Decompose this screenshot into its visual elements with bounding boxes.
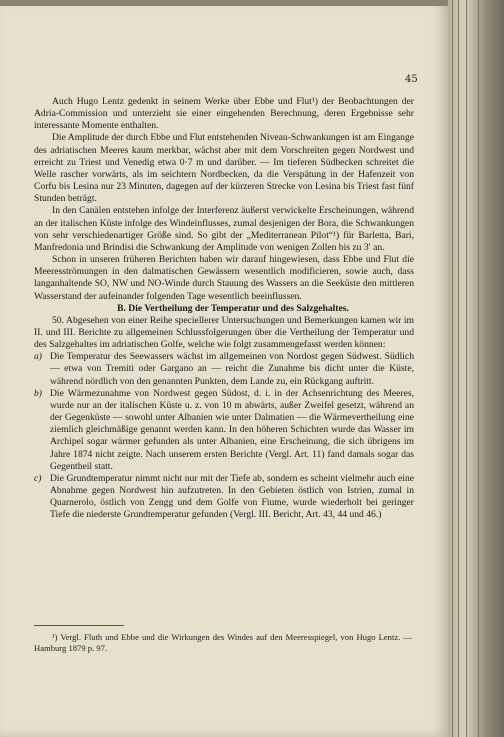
list-item-c [34,473,414,522]
page-edge-line [452,0,453,737]
section-heading: B. Die Vertheilung der Temperatur und des Salzgehaltes. [117,302,349,314]
paragraph-1: Auch Hugo Lentz gedenkt in seinem Werke über Ebbe und Flut¹) der Beobachtungen der Adria-Commission und unterzieht sie einer eingehenden Berechnung, deren Ergebnisse sehr interessante Momente enthalten. [34,96,414,132]
list-item-text: Die Temperatur des Seewassers wächst im allgemeinen von Nordost gegen Südwest. Südlich — etwa von Tremiti oder Gargano an — reicht die Zunahme bis dicht unter die Küste, während nördlich von den genannten Punkten, dem Lande zu, ein Rückgang auftritt. [50,351,414,387]
paragraph-4: Schon in unseren früheren Berichten haben wir darauf hingewiesen, dass Ebbe und Flut die Meeresströmungen in den dalmatischen Gewässern wesentlich modificieren, sowie auch, dass langanhaltende SO, NW und NO-Winde durch Stauung des Wassers an die Seeküste den mittleren Wasserstand der aufeinander folgenden Tage wesentlich beeinflussen. [34,254,414,302]
footnote: ¹) Vergl. Fluth und Ebbe und die Wirkungen des Windes auf den Meeresspiegel, von Hugo Lentz. — Hamburg 1879 p. 97. [34,632,412,653]
paragraph-5: 50. Abgesehen von einer Reihe speciellerer Untersuchungen und Bemerkungen kamen wir im II. und III. Berichte zu allgemeinen Schlussfolgerungen über die Vertheilung der Temperatur und des Salzgehaltes im adriatischen Golfe, welche wie folgt zusammengefasst werden können: [34,314,414,351]
list-item-label: c) [34,472,42,484]
list-item-label: a) [34,351,42,363]
paragraph-3: In den Canälen entstehen infolge der Interferenz äußerst verwickelte Erscheinungen, während an der italischen Küste infolge des Windeinflusses, zumal desjenigen der Bora, die Schwankungen von sehr verschiedenartiger Größe sind. So gibt der „Mediterranean Pilot“¹) für Barletta, Bari, Manfredonia und Brindisi die Schwankung der Amplitude von wenigen Zollen bis zu 3′ an. [34,205,414,253]
list-item-text: Die Wärmezunahme von Nordwest gegen Südost, d. i. in der Achsenrichtung des Meeres, wurde nur an der italischen Küste u. z. von 10 m abwärts, außer Zweifel gesetzt, während an der Gegenküste — sowohl unter Albanien wie unter Dalmatien — die Wärmevertheilung eine ziemlich gleichmäßige genannt werden kann. In den höheren Schichten wurde das Wasser im Archipel sogar wärmer gefunden als unter Albanien, eine Erscheinung, die sich übrigens im Jahre 1874 nicht zeigte. Nach unserem ersten Berichte (Vergl. Art. 11) fand damals sogar das Gegentheil statt. [50,387,414,472]
book-page-edges [448,0,504,737]
page-number: 45 [405,74,418,85]
paragraph-2: Die Amplitude der durch Ebbe und Flut entstehenden Niveau-Schwankungen ist am Eingange des adriatischen Meeres kaum merkbar, wächst aber mit dem Vorschreiten gegen Nordwest und erreicht zu Triest und Venedig etwa 0·7 m und darüber. — Im tieferen Südbecken schreitet die Welle rascher vorwärts, als im seichtern Nordbecken, da die Verspätung in der Hafenzeit von Corfu bis Lesina nur 23 Minuten, dagegen auf der kürzeren Strecke von Lesina bis Triest fast fünf Stunden beträgt. [34,132,414,205]
page-edge-line [458,0,459,737]
page-top-shadow [0,0,448,6]
body-text [34,96,414,521]
list-item-a [34,351,414,387]
list-item-label: b) [34,387,42,399]
footnote-divider [34,625,124,626]
list-item-b [34,388,414,473]
list-item-text: Die Grundtemperatur nimmt nicht nur mit der Tiefe ab, sondern es scheint vielmehr auch eine Abnahme gegen Nordwest hin aufzutreten. In den Gebieten östlich von Istrien, zumal in Quarnerolo, östlich von Zengg und dem Golfe von Fiume, wurde wiederholt bei geringer Tiefe die niederste Grundtemperatur gefunden (Vergl. III. Bericht, Art. 43, 44 und 46.) [50,472,414,521]
page-edge-line [466,0,467,737]
page-edge-line [478,0,479,737]
